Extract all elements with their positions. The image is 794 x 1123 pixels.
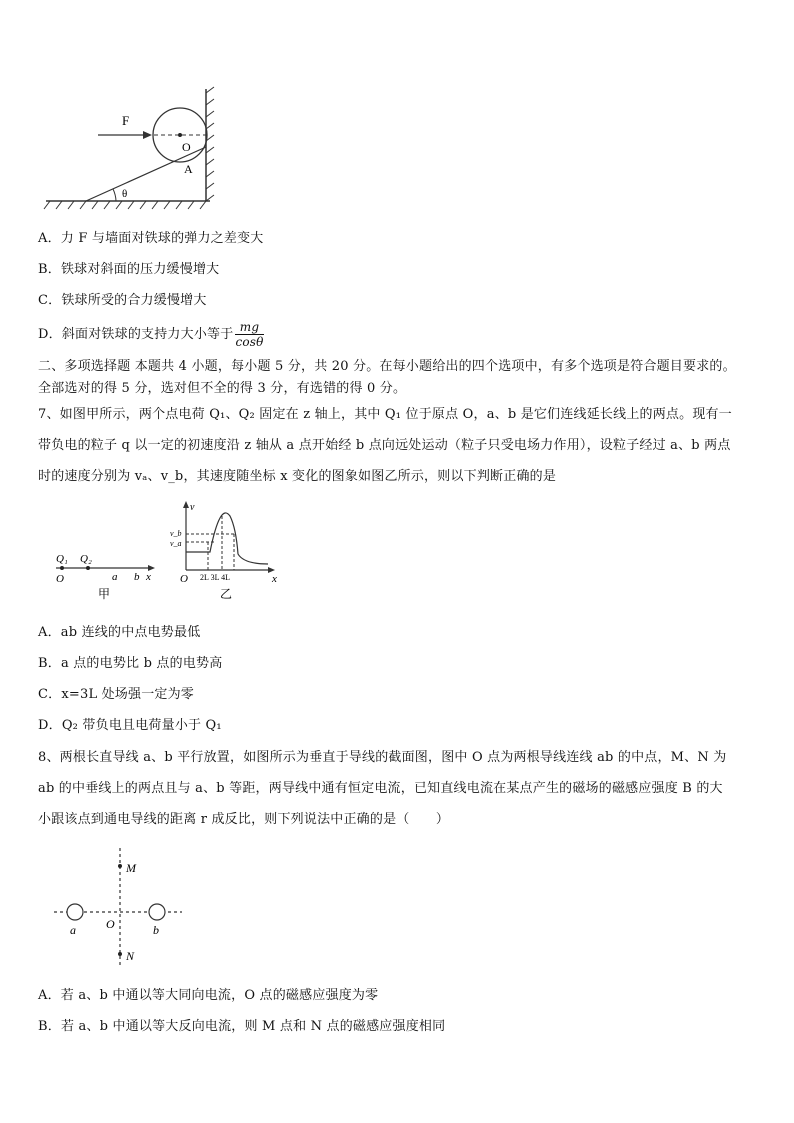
center-label: O [182,140,191,154]
v-axis-label: v [190,502,195,513]
q6-option-d-text: D．斜面对铁球的支持力大小等于 [38,327,234,342]
caption-yi: 乙 [220,587,233,601]
point-a-label: a [112,571,118,583]
q6-option-c: C．铁球所受的合力缓慢增大 [38,293,207,308]
tick-labels: 2L 3L 4L [200,573,231,582]
wire-b-label: b [153,923,159,937]
q7-option-c: C．x=3L 处场强一定为零 [38,687,195,702]
q7-stem-line3: 时的速度分别为 vₐ、v_b，其速度随坐标 x 变化的图象如图乙所示，则以下判断正确的是 [38,469,557,484]
q2-label: Q₂ [80,553,92,565]
fraction-numerator: mg [235,320,263,335]
va-label: v_a [170,539,182,548]
angle-label: θ [122,188,128,200]
wire-a-label: a [70,923,76,937]
q8-stem-line3: 小跟该点到通电导线的距离 r 成反比，则下列说法中正确的是（ ） [38,812,450,827]
q6-option-b: B．铁球对斜面的压力缓慢增大 [38,262,220,277]
section-2-header-line1: 二、多项选择题 本题共 4 小题，每小题 5 分，共 20 分。在每小题给出的四个选项中，有多个选项是符合题目要求的。 [38,359,736,374]
fraction-denominator: cosθ [235,335,264,349]
caption-jia: 甲 [98,587,111,601]
figure-charges-and-velocity-graph [40,498,295,610]
q6-option-a: A．力 F 与墙面对铁球的弹力之差变大 [38,231,264,246]
q7-option-a: A．ab 连线的中点电势最低 [38,625,201,640]
q7-option-b: B．a 点的电势比 b 点的电势高 [38,656,223,671]
figure-two-wires [50,842,190,972]
point-b-label: b [134,571,140,583]
q8-option-b: B．若 a、b 中通以等大反向电流，则 M 点和 N 点的磁感应强度相同 [38,1019,446,1034]
q6-option-d [38,318,264,352]
fraction [235,320,263,349]
q7-stem-line2: 带负电的粒子 q 以一定的初速度沿 z 轴从 a 点开始经 b 点向远处运动（粒子只受电场力作用），设粒子经过 a、b 两点 [38,438,731,453]
origin-label: O [56,573,64,585]
section-2-header-line2: 全部选对的得 5 分，选对但不全的得 3 分，有选错的得 0 分。 [38,381,407,396]
n-label: N [126,949,135,963]
origin2-label: O [180,573,188,585]
force-label: F [122,113,130,128]
x2-axis-label: x [272,573,277,585]
point-a-label: A [184,162,193,176]
q1-label: Q₁ [56,553,68,565]
q8-stem-line1: 8、两根长直导线 a、b 平行放置，如图所示为垂直于导线的截面图，图中 O 点为两根导线连线 ab 的中点，M、N 为 [38,750,727,765]
x-axis-label: x [146,571,151,583]
m-label: M [126,861,136,875]
q7-stem-line1: 7、如图甲所示，两个点电荷 Q₁、Q₂ 固定在 z 轴上，其中 Q₁ 位于原点 O，a、b 是它们连线延长线上的两点。现有一 [38,407,732,422]
figure-ball-on-incline [38,85,228,215]
q8-stem-line2: ab 的中垂线上的两点且与 a、b 等距，两导线中通有恒定电流，已知直线电流在某点产生的磁场的磁感应强度 B 的大 [38,781,723,796]
vb-label: v_b [170,529,182,538]
q8-option-a: A．若 a、b 中通以等大同向电流，O 点的磁感应强度为零 [38,988,379,1003]
q7-option-d: D．Q₂ 带负电且电荷量小于 Q₁ [38,718,222,733]
o-label: O [106,917,115,931]
